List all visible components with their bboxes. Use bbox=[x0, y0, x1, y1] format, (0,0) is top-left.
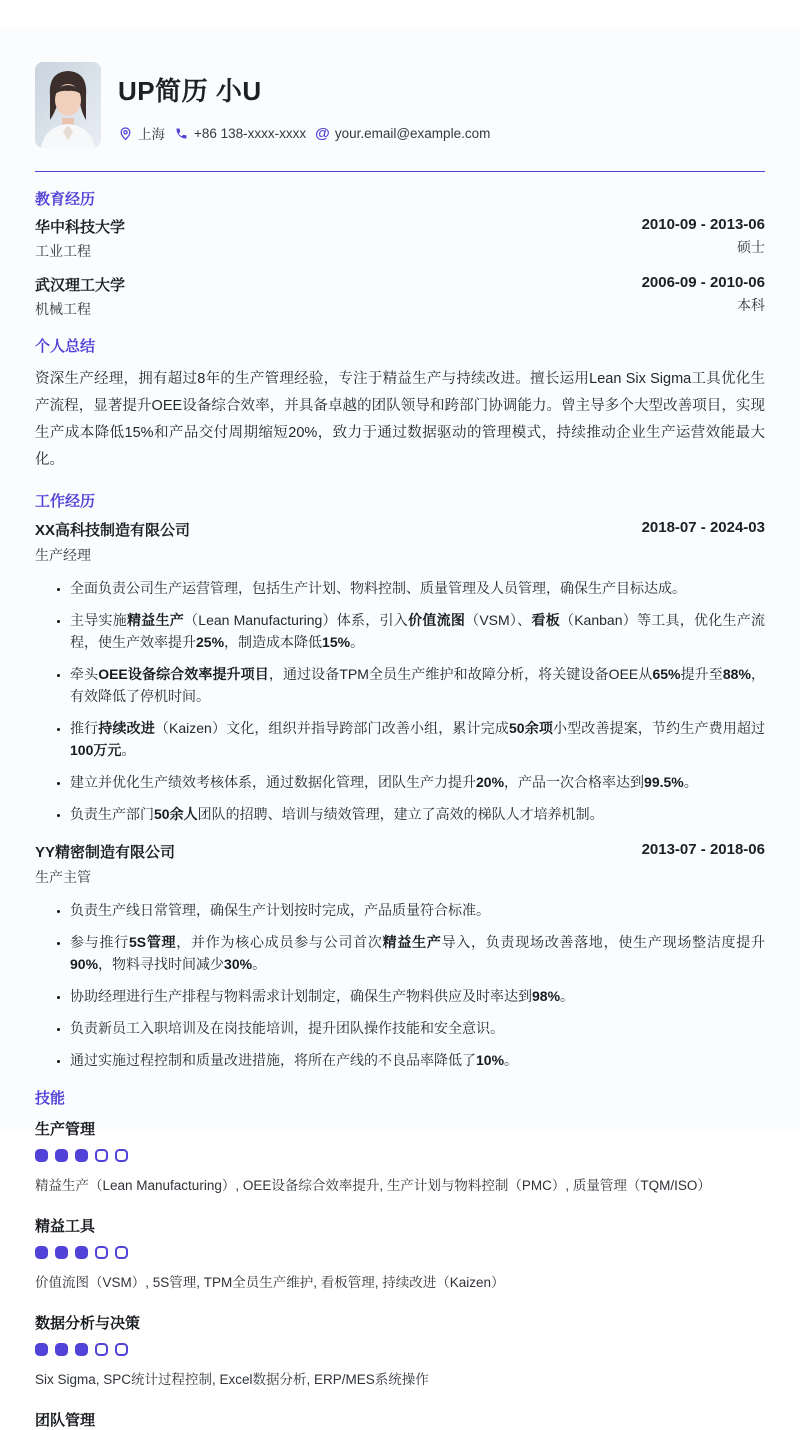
bullet-item: • 推行持续改进（Kaizen）文化，组织并指导跨部门改善小组，累计完成50余项小型改善提案，节约生产费用超过100万元。 bbox=[70, 717, 765, 761]
major-name: 工业工程 bbox=[35, 243, 91, 259]
bullet-item: • 建立并优化生产绩效考核体系，通过数据化管理，团队生产力提升20%，产品一次合格率达到99.5%。 bbox=[70, 771, 765, 793]
education-list bbox=[35, 216, 765, 319]
skill-name: 团队管理 bbox=[35, 1412, 96, 1429]
section-title-skills: 技能 bbox=[35, 1090, 66, 1107]
section-title-summary: 个人总结 bbox=[35, 338, 96, 355]
header-text bbox=[118, 62, 490, 148]
job-header bbox=[35, 841, 765, 862]
email-group bbox=[315, 126, 490, 141]
email-text: your.email@example.com bbox=[334, 125, 491, 141]
level-dot-filled bbox=[55, 1149, 68, 1162]
level-dot-filled bbox=[55, 1343, 68, 1356]
bullet-item: • 负责生产线日常管理，确保生产计划按时完成，产品质量符合标准。 bbox=[70, 899, 765, 921]
skill-name: 精益工具 bbox=[35, 1218, 96, 1235]
bullet-item: • 通过实施过程控制和质量改进措施，将所在产线的不良品率降低了10%。 bbox=[70, 1049, 765, 1071]
bullet-item: • 参与推行5S管理，并作为核心成员参与公司首次精益生产导入，负责现场改善落地，使生产现场整洁度提升90%，物料寻找时间减少30%。 bbox=[70, 931, 765, 975]
resume-page bbox=[0, 28, 800, 1429]
bullet-item: • 牵头OEE设备综合效率提升项目，通过设备TPM全员生产维护和故障分析，将关键设备OEE从65%提升至88%，有效降低了停机时间。 bbox=[70, 663, 765, 707]
skill-level bbox=[35, 1343, 765, 1356]
job-date: 2013-07 - 2018-06 bbox=[641, 841, 765, 858]
location-group bbox=[118, 123, 165, 143]
education-left bbox=[35, 216, 125, 261]
phone-group bbox=[174, 126, 306, 141]
job-entry bbox=[35, 841, 765, 1071]
email-at-icon: @ bbox=[315, 124, 330, 142]
level-dot-filled bbox=[75, 1246, 88, 1259]
bullet-item: • 负责新员工入职培训及在岗技能培训，提升团队操作技能和安全意识。 bbox=[70, 1017, 765, 1039]
school-name: 武汉理工大学 bbox=[35, 277, 126, 294]
skill-detail: 精益生产（Lean Manufacturing）, OEE设备综合效率提升, 生产计划与物料控制（PMC）, 质量管理（TQM/ISO） bbox=[35, 1178, 711, 1193]
level-dot-empty bbox=[95, 1246, 108, 1259]
job-list bbox=[35, 519, 765, 1071]
level-dot-filled bbox=[55, 1246, 68, 1259]
header bbox=[35, 62, 765, 148]
skill-group bbox=[35, 1312, 765, 1388]
phone-icon bbox=[174, 126, 189, 141]
skill-list bbox=[35, 1118, 765, 1430]
skill-level bbox=[35, 1246, 765, 1259]
profile-photo bbox=[35, 62, 101, 148]
job-role: 生产经理 bbox=[35, 547, 91, 563]
bullet-list bbox=[35, 577, 765, 825]
resume-content bbox=[0, 28, 800, 1430]
skill-group bbox=[35, 1409, 765, 1430]
school-name: 华中科技大学 bbox=[35, 219, 126, 236]
education-date: 2010-09 - 2013-06 bbox=[641, 216, 765, 233]
level-dot-empty bbox=[115, 1343, 128, 1356]
level-dot-filled bbox=[75, 1343, 88, 1356]
contact-row bbox=[118, 123, 490, 143]
bullet-item: • 负责生产部门50余人团队的招聘、培训与绩效管理，建立了高效的梯队人才培养机制。 bbox=[70, 803, 765, 825]
level-dot-filled bbox=[75, 1149, 88, 1162]
skill-group bbox=[35, 1118, 765, 1194]
section-title-education: 教育经历 bbox=[35, 191, 96, 208]
job-header bbox=[35, 519, 765, 540]
bullet-item: • 全面负责公司生产运营管理，包括生产计划、物料控制、质量管理及人员管理，确保生产目标达成。 bbox=[70, 577, 765, 599]
level-dot-filled bbox=[35, 1343, 48, 1356]
bullet-list bbox=[35, 899, 765, 1071]
bullet-item: • 主导实施精益生产（Lean Manufacturing）体系，引入价值流图（VSM）、看板（Kanban）等工具，优化生产流程，使生产效率提升25%，制造成本降低15%。 bbox=[70, 609, 765, 653]
location-pin-icon bbox=[118, 126, 133, 141]
education-item bbox=[35, 274, 765, 319]
candidate-name: UP简历 小U bbox=[118, 76, 262, 106]
skill-detail: Six Sigma, SPC统计过程控制, Excel数据分析, ERP/MES系统操作 bbox=[35, 1372, 429, 1387]
degree-level: 硕士 bbox=[737, 239, 765, 255]
section-title-experience: 工作经历 bbox=[35, 493, 96, 510]
skill-name: 数据分析与决策 bbox=[35, 1315, 141, 1332]
bullet-item: • 协助经理进行生产排程与物料需求计划制定，确保生产物料供应及时率达到98%。 bbox=[70, 985, 765, 1007]
skill-name: 生产管理 bbox=[35, 1121, 96, 1138]
level-dot-filled bbox=[35, 1149, 48, 1162]
education-right bbox=[642, 216, 765, 257]
summary-text: 资深生产经理，拥有超过8年的生产管理经验，专注于精益生产与持续改进。擅长运用Lean Six Sigma工具优化生产流程，显著提升OEE设备综合效率，并具备卓越的团队领导和跨部门协调能力。曾主导多个大型改善项目，实现生产成本降低15%和产品交付周期缩短20%，致力于通过数据驱动的管理模式，持续推动企业生产运营效能最大化。 bbox=[35, 371, 765, 468]
location-text: 上海 bbox=[138, 127, 165, 142]
skill-level bbox=[35, 1149, 765, 1162]
skill-group bbox=[35, 1215, 765, 1291]
company-name: XX高科技制造有限公司 bbox=[35, 522, 191, 539]
level-dot-empty bbox=[95, 1149, 108, 1162]
level-dot-empty bbox=[115, 1246, 128, 1259]
job-entry bbox=[35, 519, 765, 825]
degree-level: 本科 bbox=[737, 297, 765, 313]
education-left bbox=[35, 274, 125, 319]
job-role: 生产主管 bbox=[35, 869, 91, 885]
education-right bbox=[642, 274, 765, 315]
skill-detail: 价值流图（VSM）, 5S管理, TPM全员生产维护, 看板管理, 持续改进（Kaizen） bbox=[35, 1275, 505, 1290]
level-dot-empty bbox=[115, 1149, 128, 1162]
company-name: YY精密制造有限公司 bbox=[35, 844, 176, 861]
header-divider bbox=[35, 171, 765, 172]
major-name: 机械工程 bbox=[35, 301, 91, 317]
education-date: 2006-09 - 2010-06 bbox=[641, 274, 765, 291]
level-dot-empty bbox=[95, 1343, 108, 1356]
level-dot-filled bbox=[35, 1246, 48, 1259]
phone-text: +86 138-xxxx-xxxx bbox=[194, 125, 307, 141]
education-item bbox=[35, 216, 765, 261]
job-date: 2018-07 - 2024-03 bbox=[641, 519, 765, 536]
